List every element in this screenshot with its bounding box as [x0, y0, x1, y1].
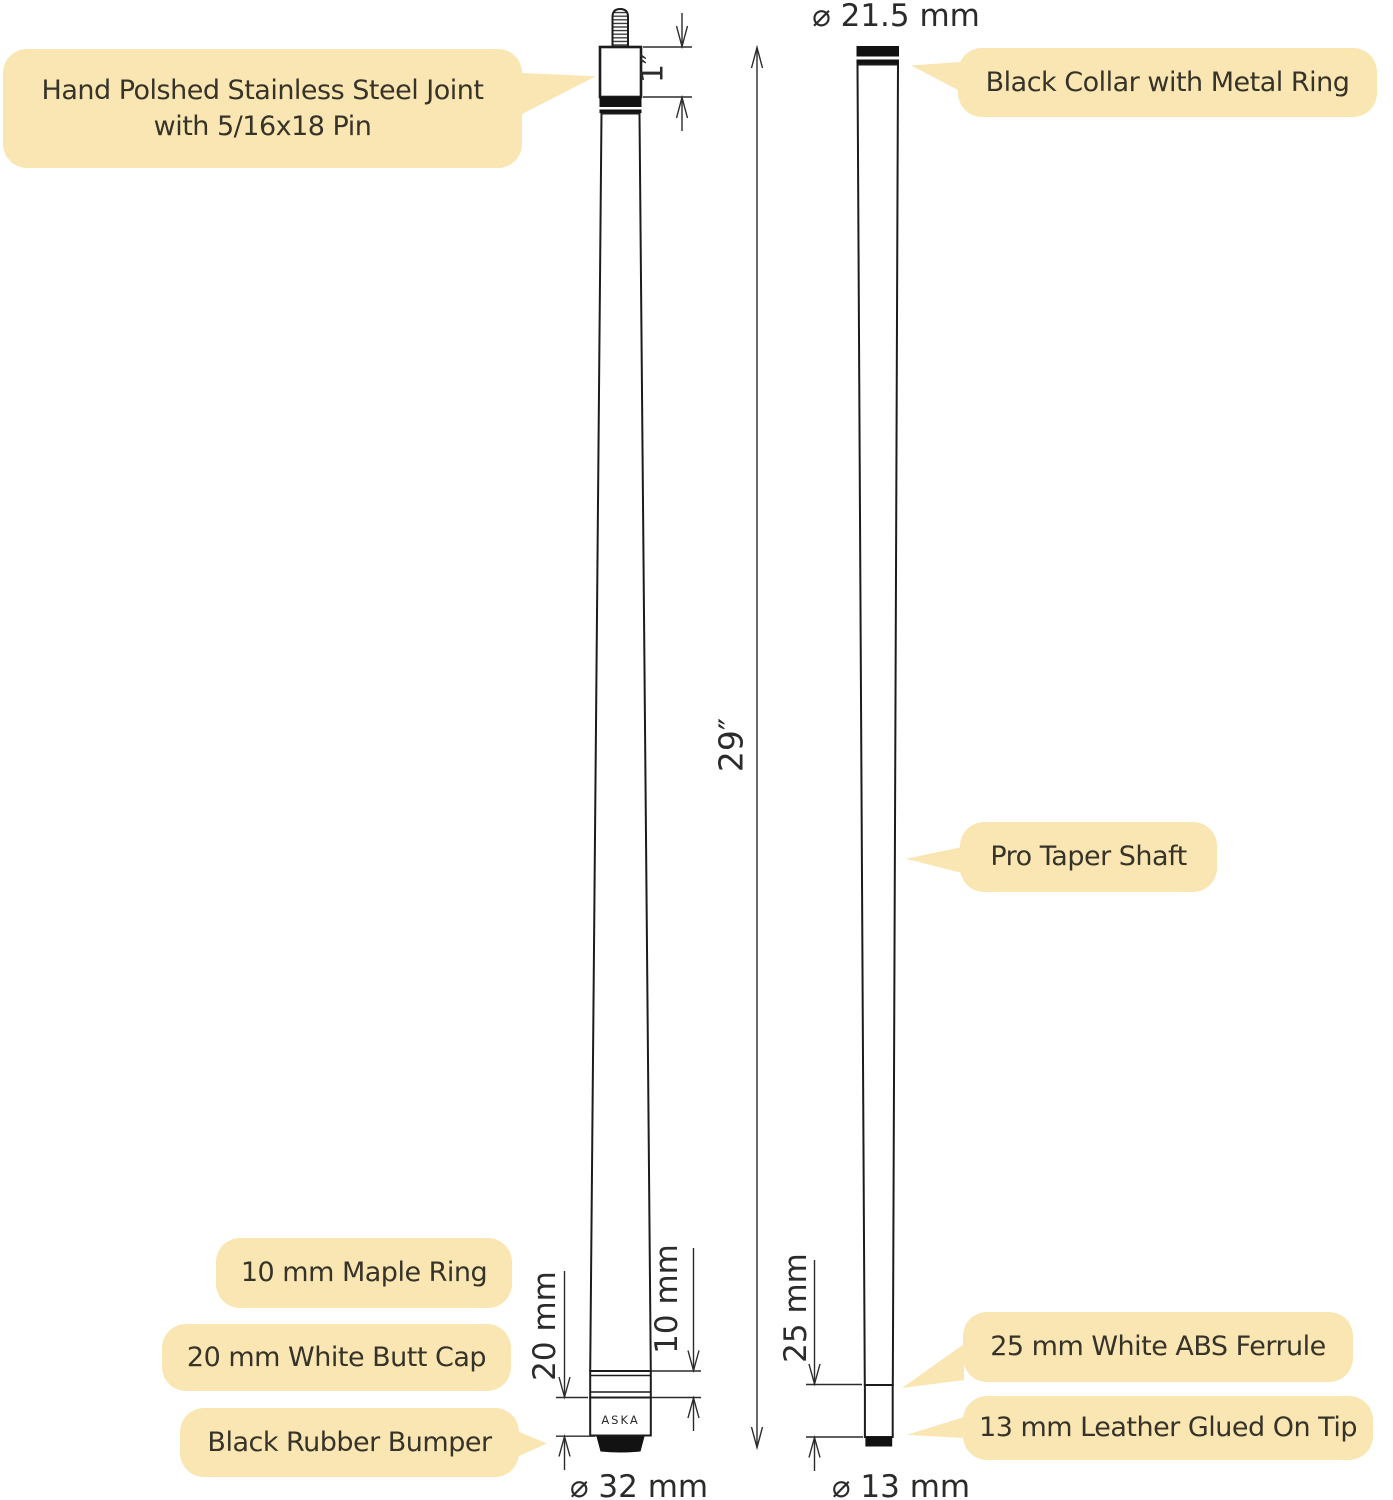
- shaft-collar: [857, 46, 900, 57]
- callout-shaft: Pro Taper Shaft: [960, 822, 1217, 892]
- dim-shaft-length-label: 29″: [711, 717, 751, 773]
- butt-body: [590, 114, 651, 1372]
- callout-ferrule: 25 mm White ABS Ferrule: [963, 1312, 1353, 1382]
- dim-butt-cap-label: 20 mm: [527, 1271, 563, 1381]
- dim-maple-ring-label: 10 mm: [649, 1244, 685, 1354]
- callout-maple-ring: 10 mm Maple Ring: [216, 1238, 512, 1308]
- dim-collar-diameter-label: ⌀ 21.5 mm: [812, 0, 980, 34]
- callout-bumper: Black Rubber Bumper: [180, 1408, 519, 1477]
- callout-collar: Black Collar with Metal Ring: [958, 48, 1377, 117]
- butt-section-drawing: [590, 9, 651, 1453]
- joint-black-ring: [600, 97, 642, 107]
- callout-tip: 13 mm Leather Glued On Tip: [963, 1396, 1373, 1460]
- shaft-section-drawing: [857, 46, 900, 1447]
- dim-tip-diameter-label: ⌀ 13 mm: [831, 1469, 971, 1500]
- callout-joint-line1: Hand Polshed Stainless Steel Joint: [41, 74, 484, 106]
- callout-butt-cap: 20 mm White Butt Cap: [162, 1324, 511, 1391]
- callout-joint: [3, 49, 522, 168]
- joint-pin: [613, 9, 629, 47]
- shaft-body: [858, 65, 899, 1386]
- butt-cap-brand: ASKA: [601, 1413, 640, 1427]
- dim-butt-diameter-label: ⌀ 32 mm: [569, 1469, 709, 1500]
- ferrule: [865, 1385, 893, 1437]
- leather-tip: [865, 1437, 892, 1447]
- dim-joint-length-label: 1″: [635, 52, 671, 84]
- dim-ferrule-label: 25 mm: [778, 1253, 814, 1363]
- callout-joint-line2: with 5/16x18 Pin: [153, 110, 372, 142]
- rubber-bumper: [597, 1437, 645, 1453]
